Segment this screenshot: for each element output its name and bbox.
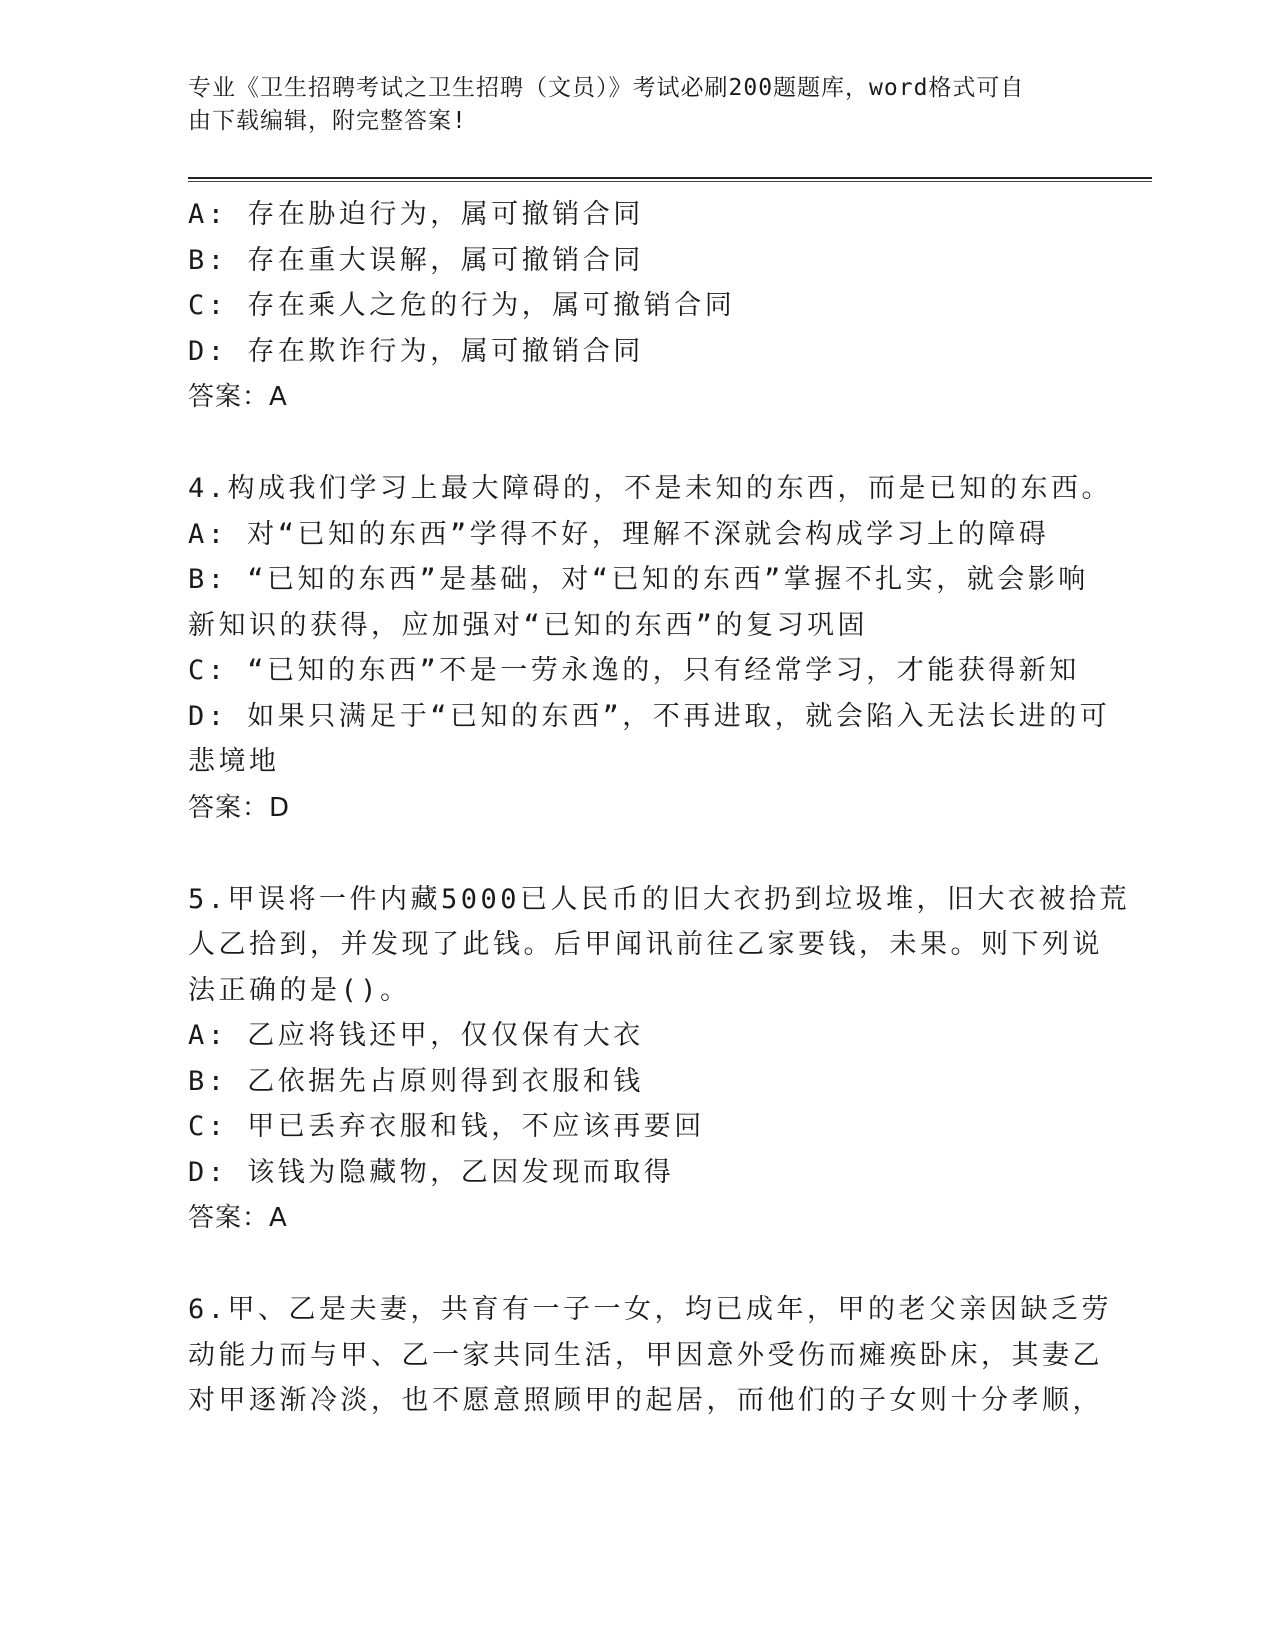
header-rule (188, 177, 1152, 179)
q4-option-a: A: 对“已知的东西”学得不好，理解不深就会构成学习上的障碍 (188, 518, 1050, 550)
question-list (188, 192, 1131, 1424)
q4-option-d-line-1: D: 如果只满足于“已知的东西”，不再进取，就会陷入无法长进的可 (188, 700, 1111, 732)
q5-stem-line-2: 人乙拾到，并发现了此钱。后甲闻讯前往乙家要钱，未果。则下列说 (188, 929, 1103, 960)
q4-option-d-line-2: 悲境地 (188, 746, 280, 777)
q4-answer: 答案：D (188, 792, 291, 823)
spacer (188, 831, 1088, 877)
question-5 (188, 877, 1131, 1242)
q3-option-c: C: 存在乘人之危的行为，属可撤销合同 (188, 290, 736, 321)
q5-option-a: A: 乙应将钱还甲，仅仅保有大衣 (188, 1020, 644, 1051)
header-title-line-2: 由下载编辑，附完整答案! (188, 108, 467, 134)
q4-option-b-line-2: 新知识的获得，应加强对“已知的东西”的复习巩固 (188, 609, 869, 641)
q3-option-b: B: 存在重大误解，属可撤销合同 (188, 244, 644, 276)
q5-option-c: C: 甲已丢弃衣服和钱，不应该再要回 (188, 1111, 705, 1142)
q3-answer: 答案：A (188, 382, 288, 412)
q5-stem-line-3: 法正确的是()。 (188, 974, 411, 1006)
q3-option-d: D: 存在欺诈行为，属可撤销合同 (188, 335, 644, 367)
q5-option-d: D: 该钱为隐藏物，乙因发现而取得 (188, 1156, 675, 1188)
question-4 (188, 466, 1113, 831)
q6-stem-line-3: 对甲逐渐冷淡，也不愿意照顾甲的起居，而他们的子女则十分孝顺， (188, 1385, 1103, 1416)
spacer (188, 1241, 1088, 1287)
q6-stem-line-1: 6.甲、乙是夫妻，共育有一子一女，均已成年，甲的老父亲因缺乏劳 (188, 1294, 1113, 1325)
q4-option-b-line-1: B: “已知的东西”是基础，对“已知的东西”掌握不扎实，就会影响 (188, 564, 1089, 595)
q5-option-b: B: 乙依据先占原则得到衣服和钱 (188, 1065, 644, 1097)
q6-stem-line-2: 动能力而与甲、乙一家共同生活，甲因意外受伤而瘫痪卧床，其妻乙 (188, 1339, 1103, 1371)
question-6 (188, 1287, 1113, 1424)
q5-stem-line-1: 5.甲误将一件内藏5000已人民币的旧大衣扔到垃圾堆，旧大衣被拾荒 (188, 883, 1131, 915)
q5-answer: 答案：A (188, 1203, 288, 1233)
page-header (188, 72, 1068, 138)
question-3 (188, 192, 1088, 420)
q3-option-a: A: 存在胁迫行为，属可撤销合同 (188, 199, 644, 230)
q4-option-c: C: “已知的东西”不是一劳永逸的，只有经常学习，才能获得新知 (188, 655, 1080, 686)
header-rule-thin (188, 181, 1152, 182)
header-title-line-1: 专业《卫生招聘考试之卫生招聘（文员）》考试必刷200题题库，word格式可自 (188, 75, 1025, 101)
q4-stem: 4.构成我们学习上最大障碍的，不是未知的东西，而是已知的东西。 (188, 473, 1113, 504)
spacer (188, 420, 1088, 466)
